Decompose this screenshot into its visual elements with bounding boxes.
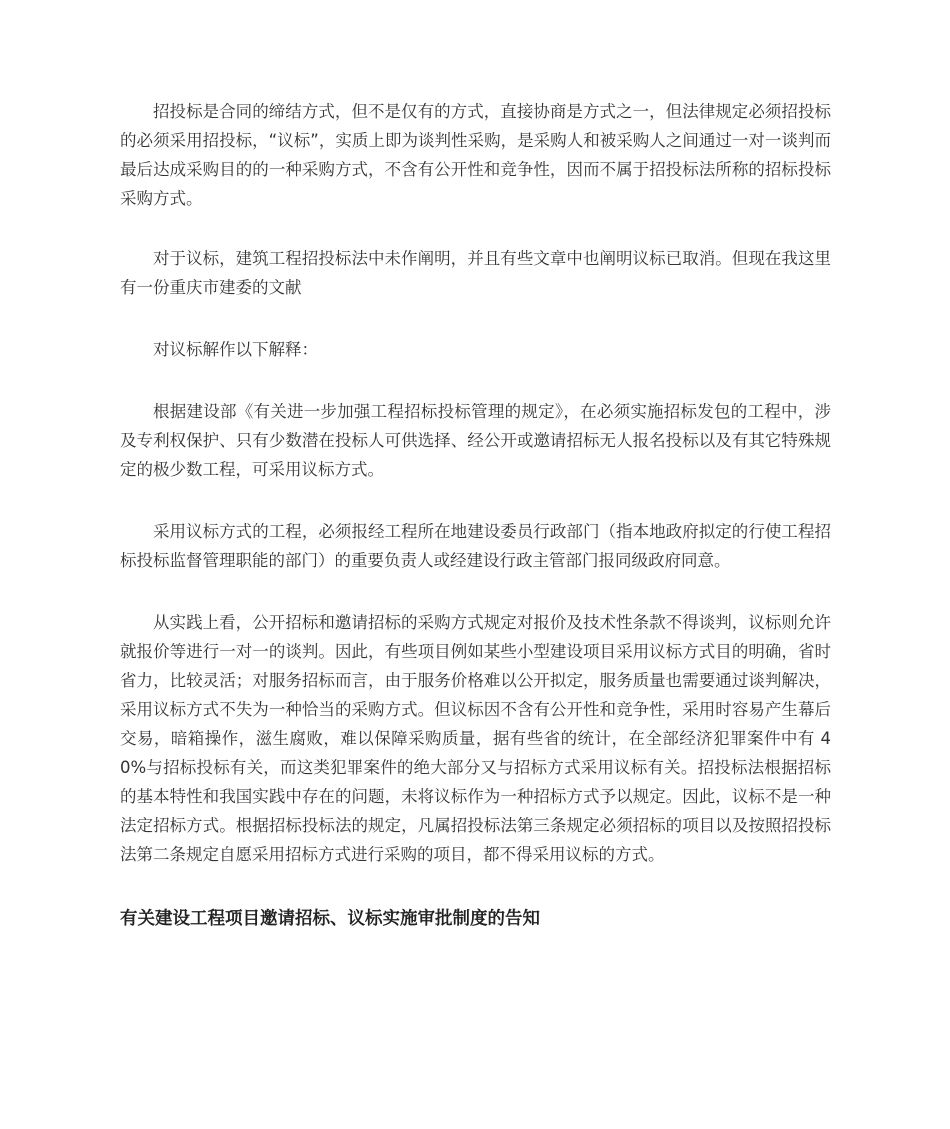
document-body <box>120 97 831 934</box>
section-heading: 有关建设工程项目邀请招标、议标实施审批制度的告知 <box>120 909 540 929</box>
paragraph: 从实践上看，公开招标和邀请招标的采购方式规定对报价及技术性条款不得谈判，议标则允许就报价等进行一对一的谈判。因此，有些项目例如某些小型建设项目采用议标方式目的明确，省时省力，比较灵活；对服务招标而言，由于服务价格难以公开拟定，服务质量也需要通过谈判解决，采用议标方式不失为一种恰当的采购方式。但议标因不含有公开性和竞争性，采用时容易产生幕后交易，暗箱操作，滋生腐败，难以保障采购质量，据有些省的统计，在全部经济犯罪案件中有 40%与招标投标有关，而这类犯罪案件的绝大部分又与招标方式采用议标有关。招投标法根据招标的基本特性和我国实践中存在的问题，未将议标作为一种招标方式予以规定。因此，议标不是一种法定招标方式。根据招标投标法的规定，凡属招投标法第三条规定必须招标的项目以及按照招投标法第二条规定自愿采用招标方式进行采购的项目，都不得采用议标的方式。 <box>120 613 831 864</box>
paragraph: 根据建设部《有关进一步加强工程招标投标管理的规定》，在必须实施招标发包的工程中，涉及专利权保护、只有少数潜在投标人可供选择、经公开或邀请招标无人报名投标以及有其它特殊规定的极少数工程，可采用议标方式。 <box>120 402 831 479</box>
paragraph: 采用议标方式的工程，必须报经工程所在地建设委员行政部门（指本地政府拟定的行使工程招标投标监督管理职能的部门）的重要负责人或经建设行政主管部门报同级政府同意。 <box>120 522 831 570</box>
paragraph: 对议标解作以下解释： <box>153 340 318 359</box>
paragraph: 对于议标，建筑工程招投标法中未作阐明，并且有些文章中也阐明议标已取消。但现在我这里有一份重庆市建委的文献 <box>120 249 831 297</box>
highlighted-text: 招投标是合同的缔结方式，但不是仅有的方式，直接协商是方式之一，但法律规定必须招投标的必须采用招投标，“议标”，实质上即为谈判性采购，是采购人和被采购人之间通过一对一谈判而最后达成采购目的的一种采购方式，不含有公开性和竞争性，因而不属于招投标法所称的招标投标采购方式。 <box>120 102 831 208</box>
paragraph-highlighted <box>120 97 831 213</box>
